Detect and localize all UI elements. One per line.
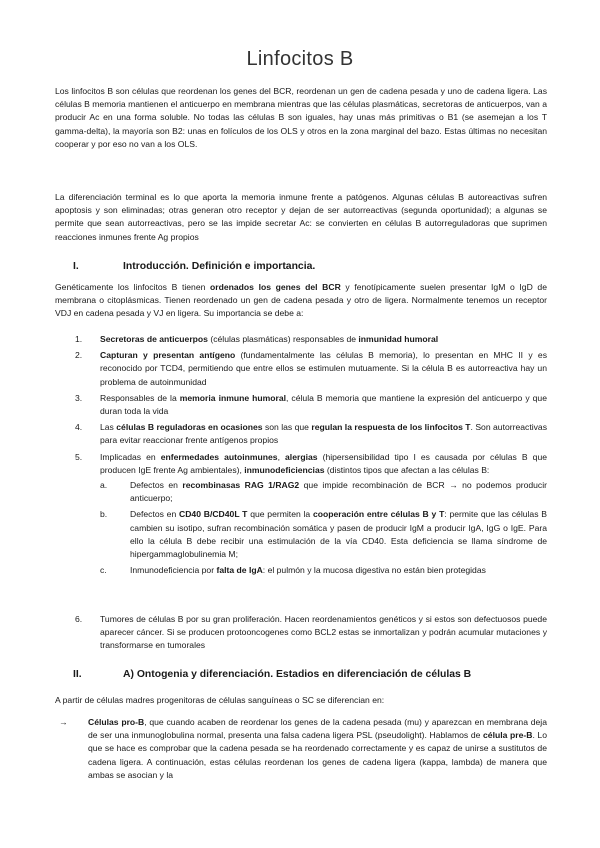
section-1-number: I. (73, 261, 79, 272)
arrow-list-item (55, 716, 547, 782)
item-text: Responsables de la (100, 392, 180, 403)
sub-item-text: : el pulmón y la mucosa digestiva no están bien protegidas (262, 565, 486, 576)
item-text: Tumores de células B por su gran proliferación. Hacen reordenamientos genéticos y si estos son defectuosos puede aparecer cáncer. Si se producen protooncogenes como BCL2 estas se inmortalizan y podrán acumular mutaciones y transformarse en tumorales (100, 614, 547, 651)
list-item (75, 421, 547, 447)
sub-item-text: Defectos en (130, 509, 180, 520)
sub-item-bold: cooperación entre células B y T (312, 509, 445, 520)
page-title: Linfocitos B (246, 48, 354, 70)
list-item (75, 333, 547, 346)
arrow-item-text: . Lo que se hace es comprobar que la cadena pesada se ha reordenado correctamente y es capaz de unirse a sustitutos de cadena ligera. A continuación, estas células reordenan los genes de cadena ligera (kappa, lambda) de manera que ambas se asocian y la (88, 730, 547, 780)
item-bold: alergias (285, 451, 318, 462)
section-2-number: II. (73, 669, 82, 680)
arrow-icon: → (59, 717, 68, 727)
sub-item-bold: CD40 B/CD40L T (179, 509, 248, 520)
item-number: 4. (75, 422, 83, 433)
intro-paragraph-1: Los linfocitos B son células que reordenan los genes del BCR, reordenan un gen de cadena pesada y uno de cadena ligera. Las células B memoria mantienen el anticuerpo en membrana mientras que las células plasmáticas, secretoras de anticuerpos, van a producir Ac en una forma soluble. No todas las células B son iguales, hay unas más primitivas o B1 (se asemejan a los T gamma-delta), la mayoría son B2: unas en folículos de los OLS y otros en la zona marginal del bazo. Estas últimas no necesitan cooperar y por eso no van a los OLS. (55, 86, 548, 149)
section-1-text-a: Genéticamente los linfocitos B tienen (55, 282, 211, 292)
item-bold: Secretoras de anticuerpos (100, 334, 208, 344)
sub-item-text: Defectos en (130, 480, 183, 491)
sub-item-letter: b. (100, 509, 108, 520)
sub-item-text: que impide recombinación de BCR → no podemos producir anticuerpo; (130, 480, 547, 504)
item-bold: inmunodeficiencias (244, 464, 325, 475)
item-6-container (75, 613, 547, 656)
item-number: 5. (75, 451, 83, 462)
item-bold: células B reguladoras en ocasiones (116, 422, 263, 433)
sub-item-letter: c. (100, 565, 107, 576)
sub-item-text: que permiten la (247, 509, 313, 520)
section-1-text-c: y fenotípicamente suelen presentar IgM o IgD de membrana o citoplásmicas. Tienen reordenado un gen de cadena pesada y otro de ligera. Normalmente tenemos un receptor VDJ en cadena pesada y VJ en ligera. Su importancia se debe a: (55, 282, 547, 319)
item-text: . Son autorreactivas para evitar reaccionar frente antígenos propios (100, 422, 548, 446)
item-text: son las que (262, 422, 312, 433)
item-bold: Capturan y presentan antígeno (100, 350, 236, 361)
sub-item-bold: recombinasas RAG 1/RAG2 (182, 480, 300, 491)
section-1-text-b: ordenados los genes del BCR (210, 282, 341, 292)
sub-item-bold: falta de IgA (216, 565, 263, 576)
sub-list-item (100, 479, 547, 505)
item-text: , (277, 451, 286, 462)
sub-list-item (100, 564, 547, 577)
item-number: 3. (75, 392, 83, 403)
immunodeficiency-sublist (100, 479, 547, 577)
item-number: 6. (75, 614, 83, 624)
sub-item-text: : permite que las células B cambien su isotipo, sufran recombinación somática y pasen de producir IgM a producir IgA, IgG o IgE. Para ello la célula B debe recibir una estimulación de la vía CD40. Esta deficiencia se llama síndrome de hipergammaglobulinemia M; (130, 509, 548, 560)
intro-paragraph-2: La diferenciación terminal es lo que aporta la memoria inmune frente a patógenos. Algunas células B autoreactivas sufren apoptosis y son eliminadas; otras generan otro receptor y dejan de ser autorreactivas (segunda oportunidad); a algunas se permite que sean autorreactivas, pero se las impide secretar Ac: se convierten en células B autorreguladoras que suprimen reacciones inmunes frente Ag propios (55, 192, 547, 242)
item-text: Las (100, 422, 117, 433)
item-bold: inmunidad humoral (358, 334, 439, 344)
section-2-title: A) Ontogenia y diferenciación. Estadios en diferenciación de células B (123, 669, 472, 680)
item-text: , célula B memoria que mantiene la expresión del anticuerpo y que duran toda la vida (100, 392, 547, 417)
section-2-paragraph: A partir de células madres progenitoras de células sanguíneas o SC se diferencian en: (55, 695, 385, 705)
item-number: 1. (75, 334, 83, 344)
arrow-item-bold: célula pre-B (483, 730, 533, 741)
section-1-paragraph (55, 281, 547, 321)
list-item (75, 349, 547, 389)
importance-list (75, 333, 547, 580)
list-item (75, 392, 547, 418)
section-1-title: Introducción. Definición e importancia. (123, 261, 316, 272)
item-number: 2. (75, 350, 83, 361)
arrow-item-bold: Células pro-B (88, 717, 145, 727)
list-item (75, 451, 547, 578)
sub-item-text: Inmunodeficiencia por (130, 565, 217, 576)
item-text: (distintos tipos que afectan a las células B: (324, 464, 490, 475)
item-text: (células plasmáticas) responsables de (207, 334, 359, 344)
sub-list-item (100, 508, 547, 561)
sub-item-letter: a. (100, 480, 108, 491)
item-text: (hipersensibilidad tipo I es causada por células B que producen IgE frente Ag ambientales), (100, 451, 547, 475)
item-text: Implicadas en (100, 451, 161, 462)
item-bold: memoria inmune humoral (179, 392, 287, 403)
item-bold: regulan la respuesta de los linfocitos T (311, 422, 471, 433)
arrow-item-text: , que cuando acaben de reordenar los genes de la cadena pesada (mu) y aparezcan en membrana deja de ser una inmunoglobulina normal, presenta una falsa cadena ligera PSL (pseudolight). Hablamos de (88, 717, 547, 741)
item-text: (fundamentalmente las células B memoria), lo presentan en MHC II y es reconocido por TCD4, permitiendo que entre ellos se estimulen mutuamente. Si la célula B es autorreactiva hay un problema de autoinmunidad (100, 350, 548, 387)
list-item (75, 613, 547, 653)
item-bold: enfermedades autoinmunes (160, 451, 278, 462)
